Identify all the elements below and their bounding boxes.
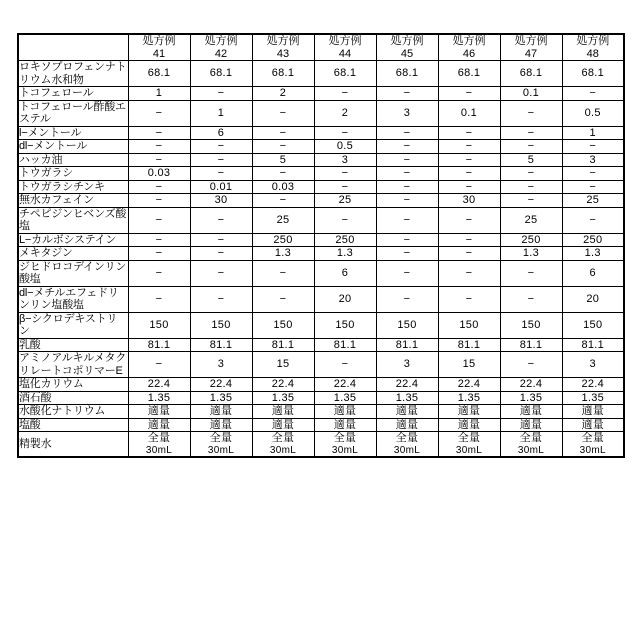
header-example-label: 処方例 bbox=[142, 35, 176, 47]
cell-value-line: 全量 bbox=[457, 432, 481, 444]
cell-value: 1.3 bbox=[252, 247, 314, 261]
cell-value: 6 bbox=[190, 126, 252, 140]
cell-value-line: 30mL bbox=[579, 444, 606, 456]
table-row bbox=[18, 180, 624, 194]
cell-value: − bbox=[128, 100, 190, 126]
cell-value: 1.3 bbox=[500, 247, 562, 261]
cell-value: − bbox=[438, 260, 500, 286]
cell-value: − bbox=[500, 140, 562, 154]
cell-value: − bbox=[252, 167, 314, 181]
cell-value: − bbox=[190, 260, 252, 286]
cell-value: 1.35 bbox=[500, 391, 562, 405]
cell-value: 0.01 bbox=[190, 180, 252, 194]
header-example-label: 処方例 bbox=[328, 35, 362, 47]
cell-value: 20 bbox=[562, 286, 624, 312]
cell-value: 1.35 bbox=[376, 391, 438, 405]
cell-value: − bbox=[314, 180, 376, 194]
cell-value: 68.1 bbox=[128, 61, 190, 87]
formulation-table bbox=[17, 33, 625, 458]
ingredient-name: dl−メチルエフェドリンリン塩酸塩 bbox=[18, 286, 128, 312]
cell-value-line: 全量 bbox=[581, 432, 605, 444]
table-row bbox=[18, 153, 624, 167]
cell-value bbox=[314, 432, 376, 458]
ingredient-name: 塩化カリウム bbox=[18, 378, 128, 392]
table-row bbox=[18, 100, 624, 126]
cell-value: 1 bbox=[190, 100, 252, 126]
cell-value bbox=[500, 432, 562, 458]
cell-value: − bbox=[252, 194, 314, 208]
cell-value: − bbox=[438, 87, 500, 101]
cell-value: 適量 bbox=[252, 418, 314, 432]
ingredient-name: アミノアルキルメタクリレートコポリマーE bbox=[19, 352, 127, 377]
cell-value: − bbox=[190, 87, 252, 101]
cell-value: − bbox=[190, 140, 252, 154]
cell-value: 68.1 bbox=[500, 61, 562, 87]
table-row bbox=[18, 260, 624, 286]
cell-value: 150 bbox=[128, 312, 190, 338]
cell-value: − bbox=[500, 167, 562, 181]
cell-value: − bbox=[376, 180, 438, 194]
cell-value: 81.1 bbox=[128, 338, 190, 352]
header-example-label: 処方例 bbox=[514, 35, 548, 47]
cell-value: − bbox=[376, 207, 438, 233]
cell-value: − bbox=[438, 207, 500, 233]
cell-value: 22.4 bbox=[500, 378, 562, 392]
cell-value: 1.35 bbox=[314, 391, 376, 405]
cell-value: 適量 bbox=[562, 405, 624, 419]
cell-value: 適量 bbox=[128, 418, 190, 432]
cell-value: − bbox=[376, 233, 438, 247]
cell-value: 適量 bbox=[190, 418, 252, 432]
cell-value: 適量 bbox=[500, 418, 562, 432]
cell-value: 適量 bbox=[438, 418, 500, 432]
cell-value: − bbox=[128, 207, 190, 233]
cell-value: − bbox=[128, 233, 190, 247]
table-row bbox=[18, 126, 624, 140]
cell-value: 81.1 bbox=[314, 338, 376, 352]
cell-value: 適量 bbox=[314, 405, 376, 419]
cell-value bbox=[128, 432, 190, 458]
table-row bbox=[18, 352, 624, 378]
cell-value: 0.03 bbox=[128, 167, 190, 181]
cell-value-line: 全量 bbox=[519, 432, 543, 444]
ingredient-name: 酒石酸 bbox=[18, 391, 128, 405]
cell-value bbox=[190, 432, 252, 458]
cell-value-line: 全量 bbox=[271, 432, 295, 444]
cell-value: 150 bbox=[438, 312, 500, 338]
header-example-number: 44 bbox=[338, 47, 352, 60]
cell-value: 1.35 bbox=[128, 391, 190, 405]
cell-value: 22.4 bbox=[438, 378, 500, 392]
table-header-row bbox=[18, 34, 624, 61]
table-row bbox=[18, 167, 624, 181]
ingredient-name: トコフェロール bbox=[18, 87, 128, 101]
cell-value bbox=[252, 432, 314, 458]
cell-value: 1.3 bbox=[314, 247, 376, 261]
cell-value: 適量 bbox=[252, 405, 314, 419]
ingredient-name: L−カルボシステイン bbox=[18, 233, 128, 247]
cell-value-line: 全量 bbox=[147, 432, 171, 444]
table-row bbox=[18, 286, 624, 312]
cell-value: 3 bbox=[376, 352, 438, 378]
cell-value: 15 bbox=[438, 352, 500, 378]
ingredient-name: 乳酸 bbox=[18, 338, 128, 352]
cell-value: − bbox=[314, 126, 376, 140]
cell-value: − bbox=[314, 87, 376, 101]
table-row bbox=[18, 194, 624, 208]
cell-value-line: 全量 bbox=[395, 432, 419, 444]
table-row bbox=[18, 140, 624, 154]
cell-value: 68.1 bbox=[190, 61, 252, 87]
cell-value: 20 bbox=[314, 286, 376, 312]
cell-value: 適量 bbox=[376, 405, 438, 419]
cell-value: − bbox=[376, 126, 438, 140]
cell-value: − bbox=[562, 140, 624, 154]
cell-value: 150 bbox=[500, 312, 562, 338]
cell-value bbox=[376, 432, 438, 458]
cell-value: 250 bbox=[314, 233, 376, 247]
ingredient-name: トコフェロール酢酸エステル bbox=[18, 100, 128, 126]
cell-value: − bbox=[128, 352, 190, 378]
cell-value: − bbox=[438, 233, 500, 247]
cell-value: 22.4 bbox=[314, 378, 376, 392]
cell-value: − bbox=[500, 126, 562, 140]
cell-value: 25 bbox=[500, 207, 562, 233]
header-example-number: 47 bbox=[524, 47, 538, 60]
cell-value: − bbox=[562, 167, 624, 181]
cell-value: − bbox=[376, 260, 438, 286]
cell-value-line: 30mL bbox=[331, 444, 359, 456]
header-example-42 bbox=[190, 34, 252, 61]
cell-value: 250 bbox=[500, 233, 562, 247]
cell-value: − bbox=[562, 180, 624, 194]
header-example-number: 42 bbox=[214, 47, 228, 60]
cell-value: − bbox=[252, 286, 314, 312]
cell-value: − bbox=[190, 153, 252, 167]
table-row bbox=[18, 87, 624, 101]
cell-value: − bbox=[376, 167, 438, 181]
cell-value bbox=[562, 432, 624, 458]
cell-value: 3 bbox=[562, 153, 624, 167]
cell-value: 22.4 bbox=[562, 378, 624, 392]
table-row bbox=[18, 312, 624, 338]
cell-value: 15 bbox=[252, 352, 314, 378]
cell-value: 81.1 bbox=[190, 338, 252, 352]
cell-value: − bbox=[128, 180, 190, 194]
cell-value-line: 30mL bbox=[517, 444, 545, 456]
cell-value: 1 bbox=[128, 87, 190, 101]
cell-value: 適量 bbox=[438, 405, 500, 419]
table-row bbox=[18, 418, 624, 432]
cell-value: − bbox=[562, 207, 624, 233]
cell-value: 22.4 bbox=[252, 378, 314, 392]
cell-value: 0.1 bbox=[438, 100, 500, 126]
cell-value: − bbox=[438, 153, 500, 167]
cell-value: 1.3 bbox=[562, 247, 624, 261]
table-row bbox=[18, 207, 624, 233]
cell-value: 68.1 bbox=[252, 61, 314, 87]
cell-value: − bbox=[500, 286, 562, 312]
header-example-label: 処方例 bbox=[266, 35, 300, 47]
cell-value: − bbox=[438, 167, 500, 181]
formulation-table-container bbox=[17, 33, 623, 458]
table-row bbox=[18, 378, 624, 392]
cell-value: − bbox=[500, 352, 562, 378]
ingredient-name: l−メントール bbox=[18, 126, 128, 140]
cell-value: 2 bbox=[252, 87, 314, 101]
cell-value: − bbox=[500, 100, 562, 126]
ingredient-name: トウガラシ bbox=[18, 167, 128, 181]
ingredient-name: チペピジンヒベンズ酸塩 bbox=[19, 207, 127, 232]
cell-value: − bbox=[128, 247, 190, 261]
cell-value: 150 bbox=[314, 312, 376, 338]
cell-value: − bbox=[128, 194, 190, 208]
cell-value: 適量 bbox=[562, 418, 624, 432]
cell-value: 0.5 bbox=[562, 100, 624, 126]
header-example-number: 43 bbox=[276, 47, 290, 60]
cell-value: 81.1 bbox=[438, 338, 500, 352]
cell-value: − bbox=[128, 126, 190, 140]
cell-value: 3 bbox=[376, 100, 438, 126]
cell-value: 1.35 bbox=[190, 391, 252, 405]
header-example-number: 46 bbox=[462, 47, 476, 60]
cell-value: − bbox=[128, 140, 190, 154]
cell-value: − bbox=[190, 167, 252, 181]
table-row bbox=[18, 391, 624, 405]
cell-value: 適量 bbox=[190, 405, 252, 419]
cell-value: − bbox=[376, 87, 438, 101]
header-example-label: 処方例 bbox=[204, 35, 238, 47]
header-example-44 bbox=[314, 34, 376, 61]
cell-value: − bbox=[376, 140, 438, 154]
cell-value-line: 30mL bbox=[455, 444, 483, 456]
cell-value: 250 bbox=[252, 233, 314, 247]
cell-value: 3 bbox=[562, 352, 624, 378]
cell-value: − bbox=[314, 352, 376, 378]
cell-value: 250 bbox=[562, 233, 624, 247]
header-example-45 bbox=[376, 34, 438, 61]
cell-value-line: 30mL bbox=[393, 444, 421, 456]
cell-value: − bbox=[252, 140, 314, 154]
cell-value: − bbox=[128, 286, 190, 312]
header-example-48 bbox=[562, 34, 624, 61]
ingredient-name: 塩酸 bbox=[18, 418, 128, 432]
cell-value: 2 bbox=[314, 100, 376, 126]
cell-value: − bbox=[438, 140, 500, 154]
cell-value: − bbox=[500, 180, 562, 194]
ingredient-name: 無水カフェイン bbox=[18, 194, 128, 208]
cell-value: 150 bbox=[252, 312, 314, 338]
header-example-number: 45 bbox=[400, 47, 414, 60]
header-example-label: 処方例 bbox=[452, 35, 486, 47]
cell-value: 1.35 bbox=[252, 391, 314, 405]
cell-value-line: 30mL bbox=[145, 444, 173, 456]
table-row bbox=[18, 338, 624, 352]
cell-value: 0.03 bbox=[252, 180, 314, 194]
cell-value: 81.1 bbox=[562, 338, 624, 352]
ingredient-name: dl−メントール bbox=[18, 140, 128, 154]
table-row bbox=[18, 247, 624, 261]
cell-value: 22.4 bbox=[190, 378, 252, 392]
cell-value: 81.1 bbox=[500, 338, 562, 352]
cell-value: 1.35 bbox=[562, 391, 624, 405]
cell-value: 0.5 bbox=[314, 140, 376, 154]
cell-value: − bbox=[252, 260, 314, 286]
cell-value: − bbox=[190, 286, 252, 312]
cell-value: 22.4 bbox=[128, 378, 190, 392]
cell-value: − bbox=[252, 100, 314, 126]
ingredient-name: ジヒドロコデインリン酸塩 bbox=[19, 260, 127, 285]
cell-value: 6 bbox=[314, 260, 376, 286]
cell-value: − bbox=[190, 207, 252, 233]
ingredient-name: メキタジン bbox=[18, 247, 128, 261]
cell-value-line: 全量 bbox=[209, 432, 233, 444]
cell-value: 適量 bbox=[376, 418, 438, 432]
header-example-label: 処方例 bbox=[576, 35, 610, 47]
cell-value: 150 bbox=[190, 312, 252, 338]
cell-value bbox=[438, 432, 500, 458]
cell-value: 適量 bbox=[500, 405, 562, 419]
cell-value: − bbox=[500, 194, 562, 208]
cell-value: 25 bbox=[252, 207, 314, 233]
cell-value: 6 bbox=[562, 260, 624, 286]
cell-value: 81.1 bbox=[376, 338, 438, 352]
cell-value: 68.1 bbox=[562, 61, 624, 87]
table-header bbox=[18, 34, 624, 61]
cell-value: 5 bbox=[252, 153, 314, 167]
cell-value: − bbox=[438, 180, 500, 194]
cell-value: − bbox=[438, 247, 500, 261]
cell-value: 68.1 bbox=[376, 61, 438, 87]
table-body bbox=[18, 61, 624, 458]
cell-value: 3 bbox=[314, 153, 376, 167]
cell-value: 22.4 bbox=[376, 378, 438, 392]
table-row bbox=[18, 405, 624, 419]
cell-value: − bbox=[376, 194, 438, 208]
cell-value-line: 全量 bbox=[333, 432, 357, 444]
ingredient-name: ロキソプロフェンナトリウム水和物 bbox=[19, 61, 127, 86]
ingredient-name: トウガラシチンキ bbox=[18, 180, 128, 194]
cell-value: − bbox=[128, 153, 190, 167]
cell-value: − bbox=[190, 247, 252, 261]
cell-value: − bbox=[500, 260, 562, 286]
cell-value: 150 bbox=[562, 312, 624, 338]
cell-value: 68.1 bbox=[314, 61, 376, 87]
header-ingredient bbox=[18, 34, 128, 61]
cell-value: − bbox=[252, 126, 314, 140]
cell-value: 30 bbox=[190, 194, 252, 208]
cell-value-line: 30mL bbox=[207, 444, 235, 456]
cell-value: 81.1 bbox=[252, 338, 314, 352]
header-example-46 bbox=[438, 34, 500, 61]
header-example-47 bbox=[500, 34, 562, 61]
cell-value: 150 bbox=[376, 312, 438, 338]
cell-value: 適量 bbox=[314, 418, 376, 432]
cell-value: − bbox=[438, 126, 500, 140]
header-example-43 bbox=[252, 34, 314, 61]
cell-value: 25 bbox=[314, 194, 376, 208]
cell-value: − bbox=[314, 207, 376, 233]
ingredient-name: 水酸化ナトリウム bbox=[18, 405, 128, 419]
ingredient-name: ハッカ油 bbox=[18, 153, 128, 167]
cell-value: 3 bbox=[190, 352, 252, 378]
ingredient-name: β−シクロデキストリン bbox=[18, 312, 128, 338]
cell-value: 25 bbox=[562, 194, 624, 208]
cell-value: 5 bbox=[500, 153, 562, 167]
cell-value: − bbox=[562, 87, 624, 101]
cell-value: − bbox=[376, 247, 438, 261]
cell-value: 1.35 bbox=[438, 391, 500, 405]
header-example-41 bbox=[128, 34, 190, 61]
cell-value: − bbox=[128, 260, 190, 286]
cell-value: 適量 bbox=[128, 405, 190, 419]
cell-value: 30 bbox=[438, 194, 500, 208]
cell-value: − bbox=[376, 153, 438, 167]
cell-value: 68.1 bbox=[438, 61, 500, 87]
table-row bbox=[18, 61, 624, 87]
header-example-label: 処方例 bbox=[390, 35, 424, 47]
cell-value: − bbox=[190, 233, 252, 247]
ingredient-name: 精製水 bbox=[18, 432, 128, 458]
cell-value: − bbox=[314, 167, 376, 181]
cell-value: − bbox=[376, 286, 438, 312]
cell-value-line: 30mL bbox=[269, 444, 297, 456]
table-row bbox=[18, 233, 624, 247]
table-row bbox=[18, 432, 624, 458]
header-example-number: 48 bbox=[586, 47, 599, 60]
cell-value: 1 bbox=[562, 126, 624, 140]
cell-value: − bbox=[438, 286, 500, 312]
cell-value: 0.1 bbox=[500, 87, 562, 101]
header-example-number: 41 bbox=[152, 47, 166, 60]
